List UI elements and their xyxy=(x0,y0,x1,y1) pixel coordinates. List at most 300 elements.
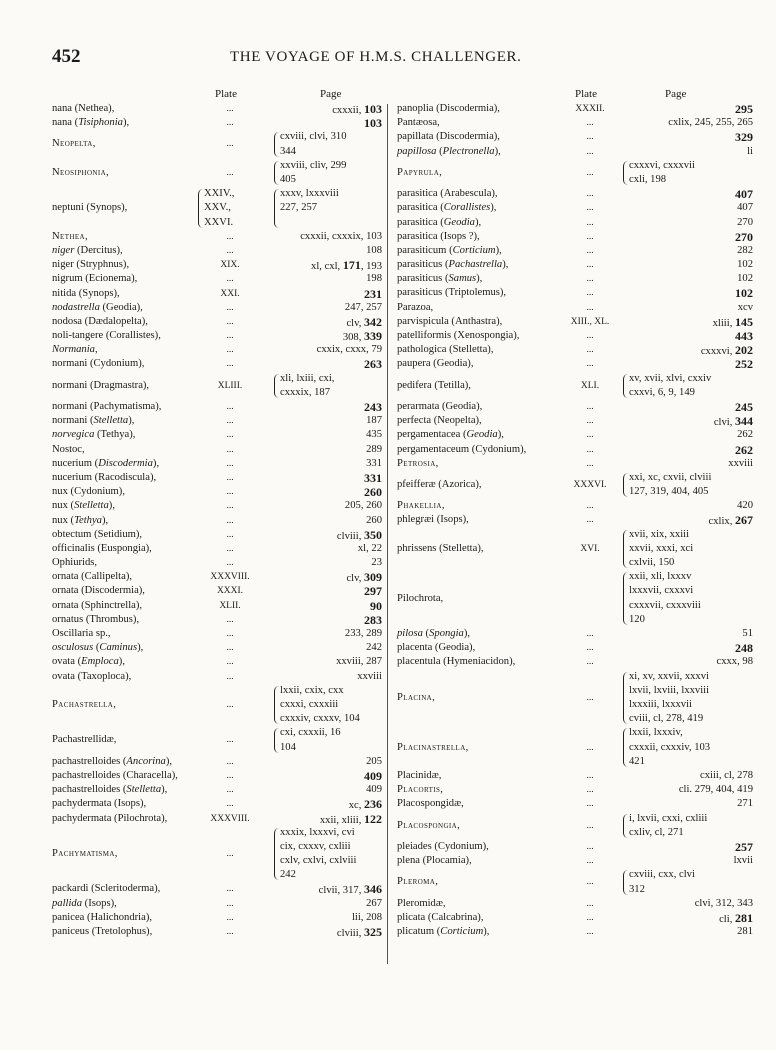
page-references: xxii, xliii, 122 xyxy=(319,811,382,826)
index-entry xyxy=(52,925,382,939)
page-references: 409 xyxy=(366,784,382,796)
column-headings-left xyxy=(52,88,382,102)
index-entry xyxy=(397,570,759,627)
index-entry xyxy=(397,244,759,258)
index-entry xyxy=(52,655,382,669)
page-references: 102 xyxy=(735,286,753,301)
page-references: 102 xyxy=(737,259,753,271)
plate-reference: XIII., XL. xyxy=(570,316,610,327)
plate-reference: ... xyxy=(586,898,594,909)
entry-name: Nethea, xyxy=(52,230,89,242)
plate-reference: XXI. xyxy=(220,288,240,299)
entry-name: panicea (Halichondria), xyxy=(52,911,152,923)
index-entry xyxy=(52,159,382,187)
page-references: xl, 22 xyxy=(357,542,382,554)
entry-name: parasitica (Geodia), xyxy=(397,216,482,228)
entry-name: pathologica (Stelletta), xyxy=(397,344,494,356)
page-references: 187 xyxy=(366,415,382,427)
page-references: 443 xyxy=(735,329,753,344)
page-number: 452 xyxy=(52,46,81,67)
plate-reference: XLIII. xyxy=(217,380,243,391)
index-entry xyxy=(52,329,382,343)
entry-name: perfecta (Neopelta), xyxy=(397,415,482,427)
index-entry xyxy=(397,641,759,655)
plate-reference: ... xyxy=(226,430,234,441)
entry-name: pallida (Isops), xyxy=(52,897,117,909)
plate-reference: ... xyxy=(226,848,234,859)
page-references: 282 xyxy=(737,244,753,256)
index-entry xyxy=(52,400,382,414)
entry-name: Neosiphonia, xyxy=(52,166,110,178)
plate-reference: ... xyxy=(226,671,234,682)
entry-name: Pleroma, xyxy=(397,876,439,888)
index-entry xyxy=(397,201,759,215)
entry-name: ornata (Discodermia), xyxy=(52,585,145,597)
plate-reference: ... xyxy=(586,260,594,271)
plate-reference: ... xyxy=(586,856,594,867)
entry-name: Placospongia, xyxy=(397,819,461,831)
entry-name: pachastrelloides (Stelletta), xyxy=(52,784,168,796)
index-entry xyxy=(397,315,759,329)
entry-name: pachastrelloides (Characella), xyxy=(52,769,178,781)
index-entry xyxy=(52,315,382,329)
index-entry xyxy=(52,499,382,513)
entry-name: pfeifferæ (Azorica), xyxy=(397,479,482,490)
index-entry xyxy=(397,357,759,371)
entry-name: Placinastrella, xyxy=(397,741,469,753)
entry-name: nigrum (Ecionema), xyxy=(52,273,138,285)
page-references: clvi, 344 xyxy=(713,414,753,429)
entry-name: Normania, xyxy=(52,344,98,356)
page-references: cxviii, clvi, 310 344 xyxy=(280,131,347,157)
entry-name: pergamentacea (Geodia), xyxy=(397,429,504,441)
entry-name: normani (Dragmastra), xyxy=(52,379,150,391)
entry-name: nucerium (Discodermia), xyxy=(52,457,160,469)
entry-name: normani (Cydonium), xyxy=(52,358,145,370)
plate-reference: ... xyxy=(226,139,234,150)
index-entry xyxy=(52,599,382,613)
plate-reference: ... xyxy=(226,487,234,498)
plate-reference: ... xyxy=(586,771,594,782)
index-entry xyxy=(52,556,382,570)
entry-name: parasiticum (Corticium), xyxy=(397,244,502,256)
plate-reference: ... xyxy=(226,898,234,909)
index-entry xyxy=(52,343,382,357)
page-references: 409 xyxy=(364,768,382,783)
entry-name: plicata (Calcabrina), xyxy=(397,911,484,923)
page-references: 297 xyxy=(364,584,382,599)
index-entry xyxy=(397,627,759,641)
plate-reference: ... xyxy=(226,515,234,526)
entry-name: niger (Stryphnus), xyxy=(52,259,130,271)
index-entry xyxy=(397,187,759,201)
page-references: lxxii, lxxxiv, cxxxii, cxxxiv, 103 421 xyxy=(629,727,711,767)
page-references: 90 xyxy=(370,598,382,613)
entry-name: norvegica (Tethya), xyxy=(52,429,136,441)
entry-name: nux (Stelletta), xyxy=(52,500,115,512)
plate-reference: ... xyxy=(226,245,234,256)
page-references: 102 xyxy=(737,273,753,285)
page-references: 108 xyxy=(366,244,382,256)
plate-reference: ... xyxy=(226,345,234,356)
plate-reference: ... xyxy=(586,274,594,285)
entry-name: patelliformis (Xenospongia), xyxy=(397,330,520,342)
entry-name: panoplia (Discodermia), xyxy=(397,103,500,114)
page-references: 260 xyxy=(364,485,382,500)
plate-reference: ... xyxy=(226,444,234,455)
plate-reference: ... xyxy=(226,629,234,640)
page-references: xcv xyxy=(737,301,753,313)
index-entry xyxy=(397,726,759,769)
page-references: 243 xyxy=(364,400,382,415)
index-entry xyxy=(397,372,759,400)
column-headings-right xyxy=(397,88,759,102)
entry-name: nucerium (Racodiscula), xyxy=(52,471,157,483)
index-entry xyxy=(397,343,759,357)
page-references: 308, 339 xyxy=(342,329,382,344)
page-references: xi, xv, xxvii, xxxvi lxvii, lxviii, lxxviii lxxxiii, lxxxvii cviii, cl, 278, 419 xyxy=(629,670,710,725)
page-references: 331 xyxy=(364,470,382,485)
plate-reference: ... xyxy=(226,558,234,569)
plate-reference: ... xyxy=(226,884,234,895)
index-entry xyxy=(397,769,759,783)
entry-name: packardi (Scleritoderma), xyxy=(52,883,161,895)
page-references: li xyxy=(747,145,753,157)
entry-name: Placina, xyxy=(397,691,436,703)
page-references: cxxix, cxxx, 79 xyxy=(316,344,382,356)
plate-reference: ... xyxy=(586,401,594,412)
entry-name: Placortis, xyxy=(397,784,444,796)
plate-reference: ... xyxy=(586,877,594,888)
page-references: xxviii, cliv, 299 405 xyxy=(280,159,347,185)
entry-name: paupera (Geodia), xyxy=(397,358,474,370)
page-references: 248 xyxy=(735,641,753,656)
page-references: xli, lxiii, cxi, cxxxix, 187 xyxy=(280,372,335,398)
index-entry xyxy=(52,116,382,130)
page-references: 270 xyxy=(735,229,753,244)
entry-name: Pleromidæ, xyxy=(397,897,446,909)
page-references: cxlix, 267 xyxy=(708,513,753,528)
entry-name: Petrosia, xyxy=(397,457,439,469)
plate-reference: XXXI. xyxy=(216,586,244,597)
plate-reference: ... xyxy=(586,785,594,796)
entry-name: nana (Nethea), xyxy=(52,103,115,114)
plate-reference: ... xyxy=(226,785,234,796)
index-entry xyxy=(52,414,382,428)
index-entry xyxy=(52,726,382,754)
plate-reference: ... xyxy=(226,167,234,178)
entry-name: parasiticus (Pachastrella), xyxy=(397,259,509,271)
index-entry xyxy=(52,684,382,727)
index-entry xyxy=(52,102,382,116)
page-references: 435 xyxy=(366,429,382,441)
plate-reference: ... xyxy=(586,444,594,455)
page-references: 263 xyxy=(364,357,382,372)
index-entry xyxy=(52,301,382,315)
plate-reference: ... xyxy=(226,614,234,625)
plate-reference: ... xyxy=(586,799,594,810)
page-references: cxxx, 98 xyxy=(716,656,753,668)
index-entry xyxy=(52,485,382,499)
plate-reference: ... xyxy=(226,118,234,129)
page-references: 295 xyxy=(735,102,753,116)
index-entry xyxy=(52,244,382,258)
plate-reference: ... xyxy=(586,501,594,512)
entry-name: Ophiurids, xyxy=(52,557,98,569)
index-entry xyxy=(397,286,759,300)
page-references: 260 xyxy=(366,514,382,526)
page-references: xxi, xc, cxvii, clviii 127, 319, 404, 405 xyxy=(629,471,712,498)
entry-name: officinalis (Euspongia), xyxy=(52,542,152,554)
entry-name: ornata (Callipelta), xyxy=(52,571,133,583)
entry-name: phrissens (Stelletta), xyxy=(397,542,484,554)
index-entry xyxy=(52,670,382,684)
plate-reference: ... xyxy=(586,458,594,469)
index-entry xyxy=(52,258,382,272)
page-references: xxviii, 287 xyxy=(336,656,382,668)
entry-name: ovata (Emploca), xyxy=(52,656,125,668)
entry-name: parasitica (Arabescula), xyxy=(397,188,498,200)
page-references: cli, 281 xyxy=(719,910,753,925)
brace-mark xyxy=(198,189,204,228)
plate-reference: ... xyxy=(586,231,594,242)
page-references: 270 xyxy=(737,216,753,228)
index-entry xyxy=(52,187,382,230)
index-entry xyxy=(52,897,382,911)
page-references: xxxix, lxxxvi, cvi cix, cxxxv, cxliii cxlv, cxlvi, cxlviii 242 xyxy=(280,826,357,881)
plate-reference: ... xyxy=(226,416,234,427)
page-references: xvii, xix, xxiii xxvii, xxxi, xci cxlvii, 150 xyxy=(629,528,694,569)
index-entry xyxy=(397,428,759,442)
page-references: clviii, 325 xyxy=(336,925,382,940)
entry-name: Phakellia, xyxy=(397,500,445,512)
index-entry xyxy=(397,897,759,911)
entry-name: pedifera (Tetilla), xyxy=(397,379,471,391)
index-entry xyxy=(52,769,382,783)
page-references: cxlix, 245, 255, 265 xyxy=(668,117,753,129)
entry-name: Neopelta, xyxy=(52,138,96,150)
index-entry xyxy=(397,670,759,727)
page-references: xc, 236 xyxy=(348,797,382,812)
plate-reference: ... xyxy=(586,288,594,299)
page-references: xxxv, lxxxviii 227, 257 xyxy=(280,188,339,214)
index-entry xyxy=(397,130,759,144)
entry-name: normani (Stelletta), xyxy=(52,415,135,427)
plate-reference: ... xyxy=(586,643,594,654)
entry-name: papillata (Discodermia), xyxy=(397,131,500,143)
entry-name: plena (Plocamia), xyxy=(397,855,472,867)
entry-name: nitida (Synops), xyxy=(52,287,120,299)
page-references: 257 xyxy=(735,839,753,854)
plate-reference: ... xyxy=(586,217,594,228)
plate-reference: ... xyxy=(586,146,594,157)
page-references: 262 xyxy=(737,429,753,441)
plate-heading: Plate xyxy=(575,88,597,100)
page-references: cxviii, cxx, clvi 312 xyxy=(629,869,695,895)
index-entry xyxy=(52,457,382,471)
entry-name: perarmata (Geodia), xyxy=(397,400,483,412)
index-entry xyxy=(52,514,382,528)
page-heading: Page xyxy=(665,88,687,100)
plate-reference: ... xyxy=(586,416,594,427)
plate-reference: ... xyxy=(226,302,234,313)
plate-reference: ... xyxy=(226,231,234,242)
entry-name: pachastrelloides (Ancorina), xyxy=(52,755,173,767)
plate-reference: XXXVI. xyxy=(573,480,607,490)
plate-reference: XLII. xyxy=(219,600,241,611)
page-references: xxviii xyxy=(357,670,382,682)
entry-name: nodastrella (Geodia), xyxy=(52,301,143,313)
plate-reference: XXXVIII. xyxy=(210,813,250,824)
entry-name: parvispicula (Anthastra), xyxy=(397,315,503,327)
index-entry xyxy=(397,230,759,244)
index-entry xyxy=(397,655,759,669)
page-references: 271 xyxy=(737,798,753,810)
column-divider xyxy=(387,104,388,964)
entry-name: Pantæosa, xyxy=(397,117,440,129)
index-entry xyxy=(52,613,382,627)
page-references: cxi, cxxxii, 16 104 xyxy=(280,727,341,753)
entry-name: pergamentaceum (Cydonium), xyxy=(397,443,527,455)
plate-reference: ... xyxy=(586,345,594,356)
plate-reference: ... xyxy=(226,472,234,483)
page-heading: Page xyxy=(320,88,342,100)
page-references: clvi, 312, 343 xyxy=(694,897,753,909)
page-references: 329 xyxy=(735,130,753,145)
plate-reference: ... xyxy=(226,529,234,540)
entry-name: osculosus (Caminus), xyxy=(52,642,144,654)
page-references: lii, 208 xyxy=(351,911,382,923)
page-references: 247, 257 xyxy=(344,301,382,313)
page-references: 281 xyxy=(737,926,753,938)
page-references: cxxxii, 103 xyxy=(332,102,382,116)
page-references: 331 xyxy=(366,457,382,469)
page-references: 233, 289 xyxy=(344,628,382,640)
plate-reference: ... xyxy=(226,359,234,370)
entry-name: phlegræi (Isops), xyxy=(397,514,469,526)
plate-reference: ... xyxy=(226,912,234,923)
page-references: clv, 342 xyxy=(346,314,382,329)
index-entry xyxy=(52,272,382,286)
page-references: 262 xyxy=(735,442,753,457)
index-entry xyxy=(397,301,759,315)
entry-name: Pachymatisma, xyxy=(52,847,118,859)
index-entry xyxy=(52,783,382,797)
entry-name: pachydermata (Isops), xyxy=(52,798,147,810)
plate-reference: ... xyxy=(226,799,234,810)
page-references: xl, cxl, 171, 193 xyxy=(311,258,382,273)
index-entry xyxy=(52,755,382,769)
entry-name: placentula (Hymeniacidon), xyxy=(397,656,516,668)
entry-name: parasitica (Corallistes), xyxy=(397,202,497,214)
page-references: 103 xyxy=(364,116,382,131)
index-entry xyxy=(52,230,382,244)
plate-reference: ... xyxy=(586,132,594,143)
plate-reference: ... xyxy=(586,820,594,831)
plate-reference: ... xyxy=(586,189,594,200)
page-references: lxxii, cxix, cxx cxxxi, cxxxiii cxxxiv, cxxxv, 104 xyxy=(280,684,360,725)
page-references: xliii, 145 xyxy=(712,314,753,329)
plate-reference: XIX. xyxy=(220,260,240,271)
entry-name: Parazoa, xyxy=(397,301,434,313)
entry-name: obtectum (Setidium), xyxy=(52,528,143,540)
plate-reference: ... xyxy=(226,927,234,938)
entry-name: Papyrula, xyxy=(397,166,443,178)
entry-name: Pachastrella, xyxy=(52,698,117,710)
entry-name: Pilochrota, xyxy=(397,592,444,604)
plate-reference: ... xyxy=(586,203,594,214)
plate-reference: ... xyxy=(586,912,594,923)
page-references: 267 xyxy=(366,897,382,909)
page-references: 198 xyxy=(366,273,382,285)
entry-name: neptuni (Synops), xyxy=(52,202,128,214)
entry-name: ovata (Taxoploca), xyxy=(52,670,132,682)
index-entry xyxy=(52,584,382,598)
index-entry xyxy=(52,627,382,641)
entry-name: Oscillaria sp., xyxy=(52,628,111,640)
index-entry xyxy=(52,641,382,655)
entry-name: ornata (Sphinctrella), xyxy=(52,599,143,611)
plate-reference: ... xyxy=(226,756,234,767)
plate-reference: ... xyxy=(586,359,594,370)
index-entry xyxy=(397,854,759,868)
index-entry xyxy=(397,499,759,513)
page-references: xxviii xyxy=(728,457,753,469)
entry-name: nux (Cydonium), xyxy=(52,486,125,498)
plate-reference: ... xyxy=(586,657,594,668)
index-entry xyxy=(397,868,759,896)
index-entry xyxy=(52,357,382,371)
running-header xyxy=(0,46,776,70)
entry-name: plicatum (Corticium), xyxy=(397,926,490,938)
entry-name: nana (Tisiphonia), xyxy=(52,117,130,129)
entry-name: niger (Dercitus), xyxy=(52,244,123,256)
entry-name: Placinidæ, xyxy=(397,770,442,782)
plate-reference: ... xyxy=(226,458,234,469)
plate-reference: ... xyxy=(586,430,594,441)
index-entry xyxy=(397,812,759,840)
plate-reference: ... xyxy=(586,841,594,852)
index-entry xyxy=(397,528,759,571)
entry-name: Nostoc, xyxy=(52,443,85,455)
page-references: xv, xvii, xlvi, cxxiv cxxvi, 6, 9, 149 xyxy=(629,372,712,398)
page-references: 245 xyxy=(735,399,753,414)
page-references: clviii, 350 xyxy=(336,527,382,542)
plate-reference: ... xyxy=(226,770,234,781)
entry-name: pachydermata (Pilochrota), xyxy=(52,812,168,824)
entry-name: Pachastrellidæ, xyxy=(52,734,117,746)
plate-reference: ... xyxy=(226,699,234,710)
index-entry xyxy=(397,102,759,116)
plate-reference: ... xyxy=(226,657,234,668)
plate-reference: ... xyxy=(226,501,234,512)
index-entry xyxy=(52,528,382,542)
plate-reference: ... xyxy=(586,692,594,703)
page-references: clv, 309 xyxy=(346,570,382,585)
index-entry xyxy=(397,400,759,414)
plate-reference: ... xyxy=(226,402,234,413)
plate-reference: ... xyxy=(586,629,594,640)
page-references: 242 xyxy=(366,642,382,654)
index-entry xyxy=(52,542,382,556)
entry-name: parasiticus (Samus), xyxy=(397,273,483,285)
entry-name: nodosa (Dædalopelta), xyxy=(52,315,148,327)
page-title: THE VOYAGE OF H.M.S. CHALLENGER. xyxy=(230,49,522,65)
index-entry xyxy=(52,287,382,301)
entry-name: pleiades (Cydonium), xyxy=(397,840,489,852)
index-entry xyxy=(397,457,759,471)
index-entry xyxy=(397,925,759,939)
